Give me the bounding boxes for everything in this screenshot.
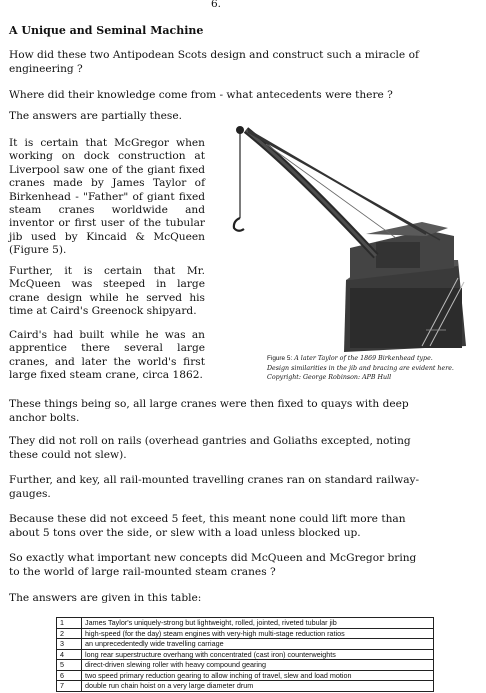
table-row (57, 681, 434, 692)
table-row (57, 639, 434, 650)
section-title: A Unique and Seminal Machine (9, 24, 204, 37)
row-number: 7 (57, 681, 82, 692)
figure-caption (267, 354, 481, 383)
caption-line-3: Copyright: George Robinson: APB Hull (267, 374, 392, 382)
row-text: James Taylor's uniquely-strong but lightweight, rolled, jointed, riveted tubular jib (82, 618, 434, 629)
page-number: 6. (210, 0, 222, 10)
row-text: long rear superstructure overhang with concentrated (cast iron) counterweights (82, 649, 434, 660)
caption-line-1: A later Taylor of the 1869 Birkenhead type. (294, 355, 433, 362)
row-text: double run chain hoist on a very large diameter drum (82, 681, 434, 692)
table-row (57, 628, 434, 639)
paragraph-answers-partial: The answers are partially these. (9, 110, 182, 122)
table-row (57, 649, 434, 660)
row-number: 4 (57, 649, 82, 660)
paragraph-mcgregor: It is certain that McGregor when working on dock construction at Liverpool saw one of the giant fixed cranes made by James Taylor of Birkenhead - "Father" of giant fixed steam cranes worldwide and inventor or first user of the tubular jib used by Kincaid & McQueen (Figure 5). (9, 137, 205, 257)
caption-line-2: Design similarities in the jib and bracing are evident here. (267, 364, 454, 372)
paragraph-intro: How did these two Antipodean Scots design and construct such a miracle of engineering ? (9, 49, 419, 75)
figure-label: Figure 5: (267, 355, 293, 362)
row-text: direct-driven slewing roller with heavy compound gearing (82, 660, 434, 671)
paragraph-five-feet: Because these did not exceed 5 feet, this meant none could lift more than about 5 tons over the side, or slew with a load unless blocked up. (9, 513, 406, 539)
paragraph-new-concepts: So exactly what important new concepts did McQueen and McGregor bring to the world of large rail-mounted steam cranes ? (9, 552, 417, 578)
row-text: high-speed (for the day) steam engines with very-high multi-stage reduction ratios (82, 628, 434, 639)
paragraph-knowledge: Where did their knowledge come from - what antecedents were there ? (9, 89, 393, 101)
row-number: 3 (57, 639, 82, 650)
row-number: 5 (57, 660, 82, 671)
answers-table (56, 617, 434, 692)
row-text: an unprecedentedly wide travelling carriage (82, 639, 434, 650)
row-text: two speed primary reduction gearing to allow inching of travel, slew and load motion (82, 670, 434, 681)
paragraph-mcqueen: Further, it is certain that Mr. McQueen was steeped in large crane design while he served his time at Caird's Greenock shipyard. (9, 265, 205, 318)
paragraph-cairds: Caird's had built while he was an apprentice there several large cranes, and later the world's first large fixed steam crane, circa 1862. (9, 329, 205, 382)
paragraph-table-intro: The answers are given in this table: (9, 592, 202, 604)
paragraph-fixed-quays: These things being so, all large cranes were then fixed to quays with deep anchor bolts. (9, 398, 409, 424)
row-number: 6 (57, 670, 82, 681)
table-row (57, 670, 434, 681)
row-number: 1 (57, 618, 82, 629)
row-number: 2 (57, 628, 82, 639)
crane-image (226, 110, 478, 362)
table-row (57, 618, 434, 629)
paragraph-gauges: Further, and key, all rail-mounted travelling cranes ran on standard railway-gauges. (9, 474, 420, 500)
table-row (57, 660, 434, 671)
figure-crane-photo (226, 110, 478, 372)
paragraph-rails: They did not roll on rails (overhead gantries and Goliaths excepted, noting these could not slew). (9, 435, 411, 461)
